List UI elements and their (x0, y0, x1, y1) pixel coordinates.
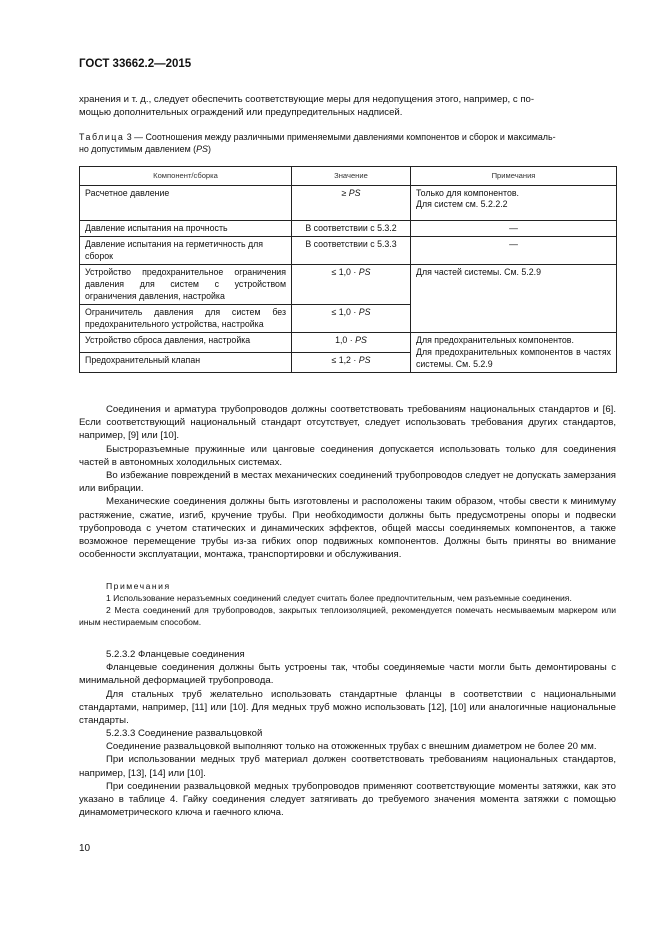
table-row (80, 237, 617, 265)
table-cell: Для частей системы. См. 5.2.9 (411, 265, 617, 333)
table-cell: — (411, 220, 617, 237)
value-text: ≤ 1,0 · (331, 267, 359, 278)
table-cell (411, 333, 617, 373)
note-item: 1 Использование неразъемных соединений следует считать более предпочтительным, чем разъемные соединения. (106, 593, 572, 603)
table-cell: В соответствии с 5.3.2 (292, 220, 411, 237)
table-row (80, 220, 617, 237)
note-line: Для предохранительных компонентов в частях системы. См. 5.2.9 (416, 346, 611, 369)
flange-section (79, 648, 616, 727)
table-caption-text3: ) (207, 144, 211, 154)
table-caption-text2: но допустимым давлением ( (79, 144, 197, 154)
note-line: Только для компонентов. (416, 187, 519, 198)
table-cell (292, 353, 411, 373)
paragraph: Соединение развальцовкой выполняют только на отожженных трубах с внешним диаметром не более 20 мм. (106, 741, 597, 753)
body-text (79, 403, 616, 561)
paragraph: Для стальных труб желательно использовать стандартные фланцы в соответствии с национальными стандартами, например, [11] или [10]. Для медных труб можно использовать [12], [10] или аналогичные национальные стандарты. (79, 688, 616, 727)
table-cell: Ограничитель давления для систем без предохранительного устройства, настройка (80, 305, 292, 333)
ps-symbol: PS (358, 355, 371, 366)
table-header-row (80, 167, 617, 186)
note-line: Для систем см. 5.2.2.2 (416, 199, 508, 210)
note-item: 2 Места соединений для трубопроводов, закрытых теплоизоляцией, рекомендуется помечать несмываемым маркером или иным нестираемым способом. (79, 605, 616, 627)
value-text: ≤ 1,0 · (331, 307, 359, 318)
column-header: Примечания (411, 167, 617, 186)
table-row (80, 265, 617, 305)
table-cell: Расчетное давление (80, 185, 292, 220)
paragraph: Фланцевые соединения должны быть устроены так, чтобы соединяемые части могли быть демонтированы с минимальной деформацией трубопровода. (79, 662, 616, 687)
table-cell (292, 305, 411, 333)
flare-section (79, 727, 616, 819)
ps-symbol: PS (355, 335, 367, 346)
table-cell (292, 265, 411, 305)
value-text: 1,0 · (335, 335, 356, 346)
table-cell (292, 333, 411, 353)
table-row (80, 333, 617, 353)
table-cell: Давление испытания на прочность (80, 220, 292, 237)
paragraph: Во избежание повреждений в местах механических соединений трубопроводов следует не допускать замерзания или вибрации. (79, 470, 616, 495)
notes-block (79, 580, 616, 628)
table-cell: Устройство предохранительное ограничения давления для систем с устройством ограничения давления, настройка (80, 265, 292, 305)
intro-line: мощью дополнительных ограждений или предупредительных надписей. (79, 107, 403, 119)
ps-symbol: PS (348, 187, 361, 198)
table-cell (292, 185, 411, 220)
paragraph: Соединения и арматура трубопроводов должны соответствовать требованиям национальных стандартов и [6]. Если соответствующий национальный стандарт отсутствует, следует использовать требования других стандартов, например, [9] или [10]. (79, 404, 616, 442)
pressure-table (79, 166, 617, 373)
paragraph: Быстроразъемные пружинные или цанговые соединения допускается использовать только для соединения частей в автономных холодильных системах. (79, 443, 616, 468)
document-header: ГОСТ 33662.2—2015 (79, 58, 192, 70)
table-caption-word: Таблица (79, 132, 125, 142)
table-caption-text: 3 — Соотношения между различными применяемыми давлениями компонентов и сборок и максималь- (124, 132, 556, 142)
paragraph: При использовании медных труб материал должен соответствовать требованиям национальных стандартов, например, [13], [14] или [10]. (79, 754, 616, 779)
paragraph: Механические соединения должны быть изготовлены и расположены таким образом, чтобы свести к минимуму растяжение, сжатие, изгиб, кручение трубы. При необходимости должны быть предусмотрены опоры и подвески трубопровода с учетом статических и динамических эффектов, общей массы соединяемых компонентов, а также возможное перемещение трубы из-за гибких опор подвижных компонентов. Должны быть приняты во внимание особенности эксплуатации, монтажа, транспортировки и обслуживания. (79, 496, 616, 561)
column-header: Значение (292, 167, 411, 186)
table-cell: Устройство сброса давления, настройка (80, 333, 292, 353)
table-row (80, 185, 617, 220)
ps-symbol: PS (358, 267, 371, 278)
ps-symbol: PS (196, 144, 208, 154)
section-heading: 5.2.3.2 Фланцевые соединения (106, 649, 245, 660)
value-text: ≤ 1,2 · (331, 355, 359, 366)
table-cell (411, 185, 617, 220)
table-cell: Предохранительный клапан (80, 353, 292, 373)
table-cell: — (411, 237, 617, 265)
table-caption (79, 131, 616, 155)
note-line: Для предохранительных компонентов. (416, 335, 574, 346)
intro-line: хранения и т. д., следует обеспечить соответствующие меры для недопущения этого, например, с по- (79, 94, 535, 105)
column-header: Компонент/сборка (80, 167, 292, 186)
page-number: 10 (79, 843, 91, 854)
ps-symbol: PS (358, 307, 371, 318)
notes-heading: Примечания (106, 581, 171, 591)
value-text: ≥ (341, 187, 349, 198)
paragraph: При соединении развальцовкой медных трубопроводов применяют соответствующие моменты затяжки, как это указано в таблице 4. Гайку соединения следует затягивать до требуемого значения момента затяжки с помощью динамометрического ключа и гаечного ключа. (79, 780, 616, 819)
intro-text (79, 93, 616, 119)
table-cell: Давление испытания на герметичность для сборок (80, 237, 292, 265)
table-cell: В соответствии с 5.3.3 (292, 237, 411, 265)
section-heading: 5.2.3.3 Соединение развальцовкой (106, 728, 263, 739)
